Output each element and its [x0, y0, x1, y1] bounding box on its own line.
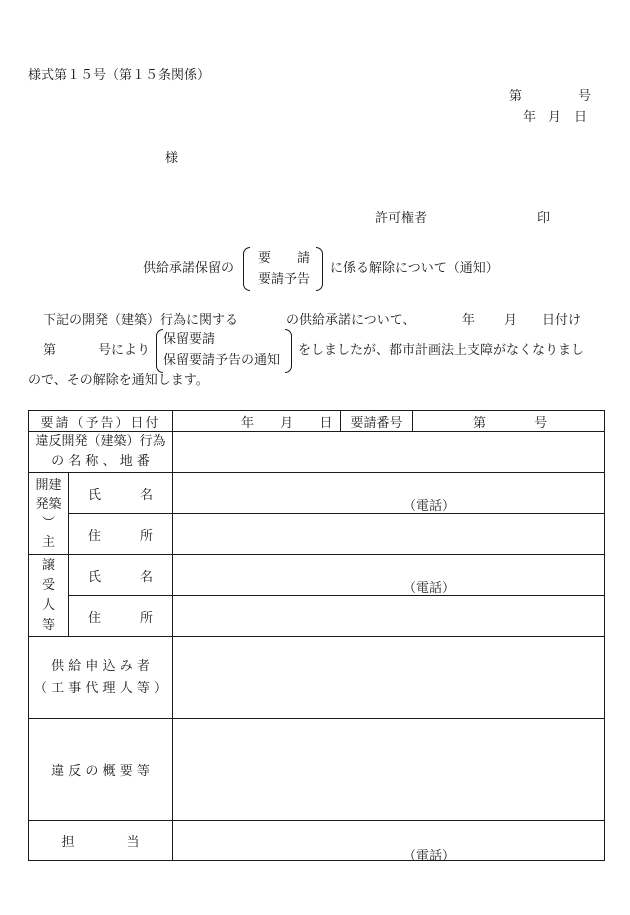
title-brace-left [243, 247, 250, 291]
request-no-suffix: 号 [534, 415, 548, 431]
body-brace-left [156, 329, 163, 373]
transferee-name-label: 氏 名 [69, 555, 173, 596]
date-day: 日 [574, 110, 588, 125]
row-transferee-address [29, 596, 605, 637]
developer-name-label: 氏 名 [69, 473, 173, 514]
body-line2-c: をしましたが、都市計画法上支障がなくなりまし [298, 343, 585, 358]
person-in-charge-field[interactable] [173, 821, 605, 864]
developer-phone-label: （電話） [403, 499, 456, 514]
transferee-phone-label: （電話） [403, 581, 456, 596]
developer-group-label: 開建 発築 ︶ 主 [29, 473, 69, 555]
seal-mark: 印 [537, 211, 551, 226]
row-violation-name [29, 432, 605, 473]
violation-summary-field[interactable] [173, 719, 605, 821]
request-year: 年 [241, 415, 255, 431]
request-date-field[interactable] [173, 411, 341, 432]
date-month: 月 [548, 110, 562, 125]
applicant-field[interactable] [173, 637, 605, 719]
transferee-group-label: 譲 受 人 等 [29, 555, 69, 637]
title-option-2: 要請予告 [258, 272, 311, 287]
request-no-field[interactable] [413, 411, 605, 432]
violation-name-label: 違反開発（建築）行為 の 名 称 、 地 番 [29, 432, 173, 473]
developer-name-field[interactable] [173, 473, 605, 514]
form-number: 様式第１５号（第１５条関係） [28, 68, 211, 83]
row-applicant [29, 637, 605, 719]
body-line3: ので、その解除を通知します。 [28, 373, 209, 388]
body-line2-b: 号により [98, 343, 151, 358]
row-violation-summary [29, 719, 605, 821]
violation-name-field[interactable] [173, 432, 605, 473]
developer-address-label: 住 所 [69, 514, 173, 555]
body-line1-month: 月 [504, 313, 518, 328]
issuer-label: 許可権者 [375, 211, 428, 226]
transferee-name-field[interactable] [173, 555, 605, 596]
doc-no-prefix: 第 [509, 89, 523, 104]
row-developer-address [29, 514, 605, 555]
row-developer-name [29, 473, 605, 514]
title-suffix: に係る解除について（通知） [330, 261, 499, 276]
body-option-2: 保留要請予告の通知 [163, 353, 281, 368]
date-year: 年 [523, 110, 537, 125]
body-line1-day: 日付け [542, 313, 582, 328]
applicant-label: 供 給 申 込 み 者 （ 工 事 代 理 人 等 ） [29, 637, 173, 719]
person-in-charge-phone-label: （電話） [403, 849, 456, 864]
request-no-prefix: 第 [473, 415, 487, 431]
request-month: 月 [280, 415, 294, 431]
addressee-honorific: 様 [165, 151, 179, 166]
title-prefix: 供給承諾保留の [143, 261, 235, 276]
row-request-date [29, 411, 605, 432]
request-no-label: 要請番号 [341, 411, 413, 432]
transferee-address-field[interactable] [173, 596, 605, 637]
person-in-charge-label: 担 当 [29, 821, 173, 861]
request-date-label: 要請（予告）日付 [29, 411, 173, 432]
request-day: 日 [319, 415, 333, 431]
developer-address-field[interactable] [173, 514, 605, 555]
transferee-address-label: 住 所 [69, 596, 173, 637]
body-line1-b: の供給承諾について、 [286, 313, 416, 328]
title-option-1: 要 請 [258, 251, 311, 266]
body-option-1: 保留要請 [163, 332, 216, 347]
notice-form-table [28, 410, 605, 864]
violation-summary-label: 違 反 の 概 要 等 [29, 719, 173, 821]
body-line2-a: 第 [43, 343, 57, 358]
body-brace-right [285, 329, 292, 373]
row-transferee-name [29, 555, 605, 596]
doc-no-suffix: 号 [578, 89, 592, 104]
body-line1-year: 年 [462, 313, 476, 328]
title-brace-right [316, 247, 323, 291]
body-line1-a: 下記の開発（建築）行為に関する [43, 313, 239, 328]
row-person-in-charge [29, 821, 605, 861]
